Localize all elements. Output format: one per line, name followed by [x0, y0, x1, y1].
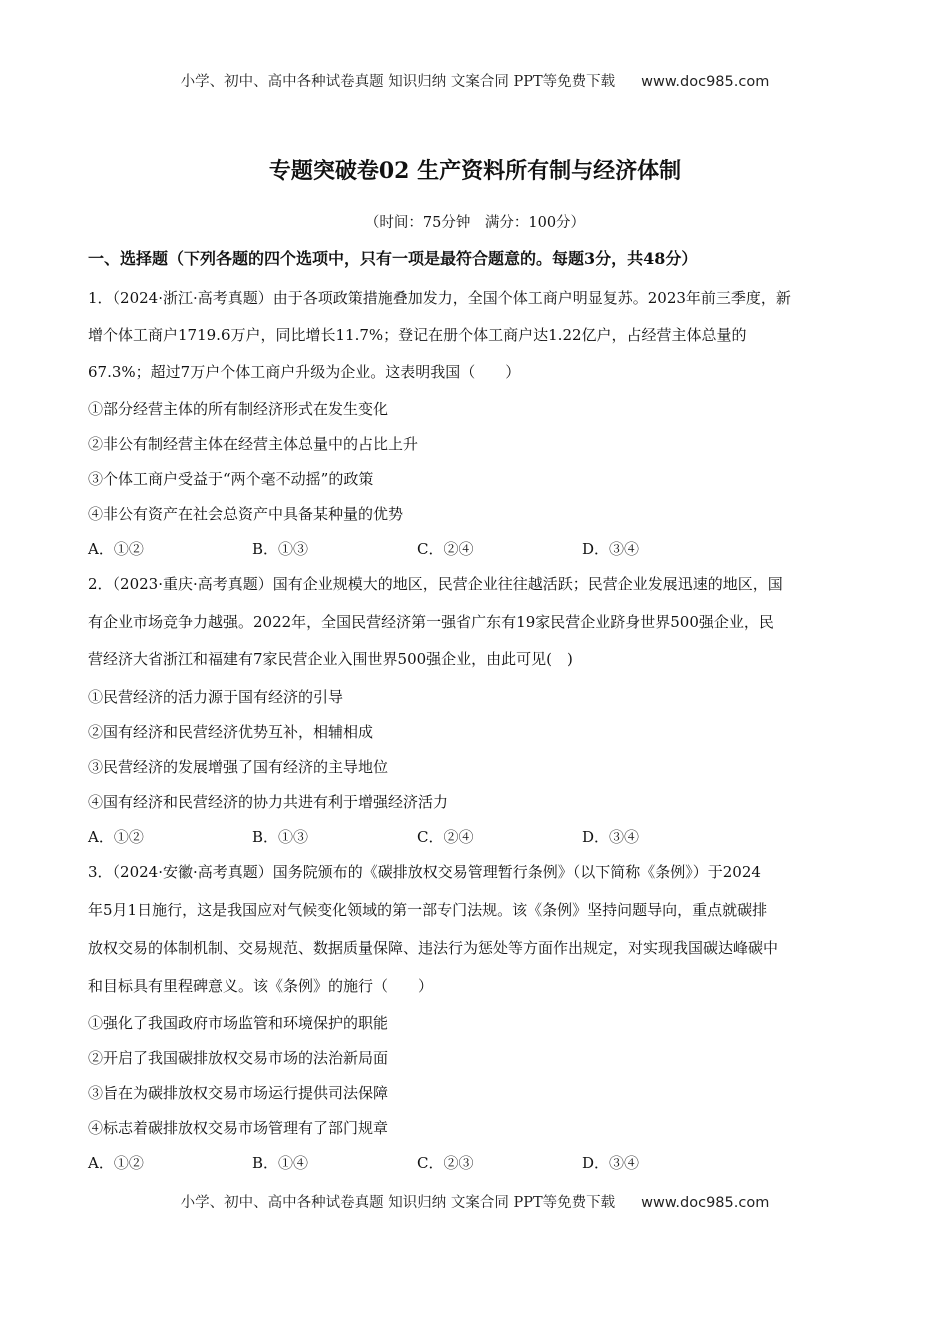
question-1-statement-4: ④非公有资产在社会总资产中具备某种量的优势 [88, 505, 404, 523]
footer-text: 小学、初中、高中各种试卷真题 知识归纳 文案合同 PPT等免费下载 [180, 1195, 616, 1211]
footer-url[interactable]: www.doc985.com [641, 1195, 770, 1211]
question-2-option-a[interactable]: A．①② [88, 828, 144, 846]
section-heading: 一、选择题（下列各题的四个选项中，只有一项是最符合题意的。每题3分，共48分） [88, 249, 698, 268]
question-2-statement-3: ③民营经济的发展增强了国有经济的主导地位 [88, 758, 389, 776]
question-2-line-1: 2．（2023·重庆·高考真题）国有企业规模大的地区，民营企业往往越活跃；民营企业发展迅速的地区，国 [88, 575, 783, 593]
question-1-option-b[interactable]: B．①③ [252, 540, 309, 558]
question-1-line-2: 增个体工商户1719.6万户，同比增长11.7%；登记在册个体工商户达1.22亿户，占经营主体总量的 [88, 326, 747, 344]
question-1-line-3: 67.3%；超过7万户个体工商户升级为企业。这表明我国（ ） [88, 363, 521, 381]
page-header [0, 70, 950, 91]
question-2-option-b[interactable]: B．①③ [252, 828, 309, 846]
question-1-option-c[interactable]: C．②④ [417, 540, 474, 558]
question-3-statement-2: ②开启了我国碳排放权交易市场的法治新局面 [88, 1049, 389, 1067]
question-3-option-a[interactable]: A．①② [88, 1154, 144, 1172]
question-2-option-c[interactable]: C．②④ [417, 828, 474, 846]
question-1-statement-2: ②非公有制经营主体在经营主体总量中的占比上升 [88, 435, 419, 453]
question-2-statement-2: ②国有经济和民营经济优势互补，相辅相成 [88, 723, 374, 741]
question-3-line-1: 3．（2024·安徽·高考真题）国务院颁布的《碳排放权交易管理暂行条例》（以下简称《条例》）于2024 [88, 863, 761, 881]
question-1-statement-1: ①部分经营主体的所有制经济形式在发生变化 [88, 400, 389, 418]
question-1-option-a[interactable]: A．①② [88, 540, 144, 558]
header-url[interactable]: www.doc985.com [641, 74, 770, 90]
question-3-statement-4: ④标志着碳排放权交易市场管理有了部门规章 [88, 1119, 389, 1137]
page-title: 专题突破卷02 生产资料所有制与经济体制 [268, 158, 682, 184]
question-3-line-2: 年5月1日施行，这是我国应对气候变化领域的第一部专门法规。该《条例》坚持问题导向，重点就碳排 [88, 901, 768, 919]
question-1-statement-3: ③个体工商户受益于“两个毫不动摇”的政策 [88, 470, 374, 488]
exam-time-info: （时间：75分钟 满分：100分） [364, 215, 586, 231]
question-2-statement-1: ①民营经济的活力源于国有经济的引导 [88, 688, 344, 706]
page-footer [0, 1191, 950, 1212]
question-1-option-d[interactable]: D．③④ [582, 540, 640, 558]
question-3-option-c[interactable]: C．②③ [417, 1154, 474, 1172]
question-3-option-b[interactable]: B．①④ [252, 1154, 309, 1172]
question-2-option-d[interactable]: D．③④ [582, 828, 640, 846]
question-3-option-d[interactable]: D．③④ [582, 1154, 640, 1172]
question-3-line-3: 放权交易的体制机制、交易规范、数据质量保障、违法行为惩处等方面作出规定，对实现我国碳达峰碳中 [88, 939, 779, 957]
question-1-line-1: 1．（2024·浙江·高考真题）由于各项政策措施叠加发力，全国个体工商户明显复苏。2023年前三季度，新 [88, 289, 791, 307]
question-2-line-3: 营经济大省浙江和福建有7家民营企业入围世界500强企业，由此可见( ) [88, 650, 573, 668]
question-3-statement-3: ③旨在为碳排放权交易市场运行提供司法保障 [88, 1084, 389, 1102]
question-3-statement-1: ①强化了我国政府市场监管和环境保护的职能 [88, 1014, 389, 1032]
header-text: 小学、初中、高中各种试卷真题 知识归纳 文案合同 PPT等免费下载 [180, 74, 616, 90]
question-2-line-2: 有企业市场竞争力越强。2022年，全国民营经济第一强省广东有19家民营企业跻身世界500强企业，民 [88, 613, 774, 631]
question-3-line-4: 和目标具有里程碑意义。该《条例》的施行（ ） [88, 977, 434, 995]
question-2-statement-4: ④国有经济和民营经济的协力共进有利于增强经济活力 [88, 793, 449, 811]
